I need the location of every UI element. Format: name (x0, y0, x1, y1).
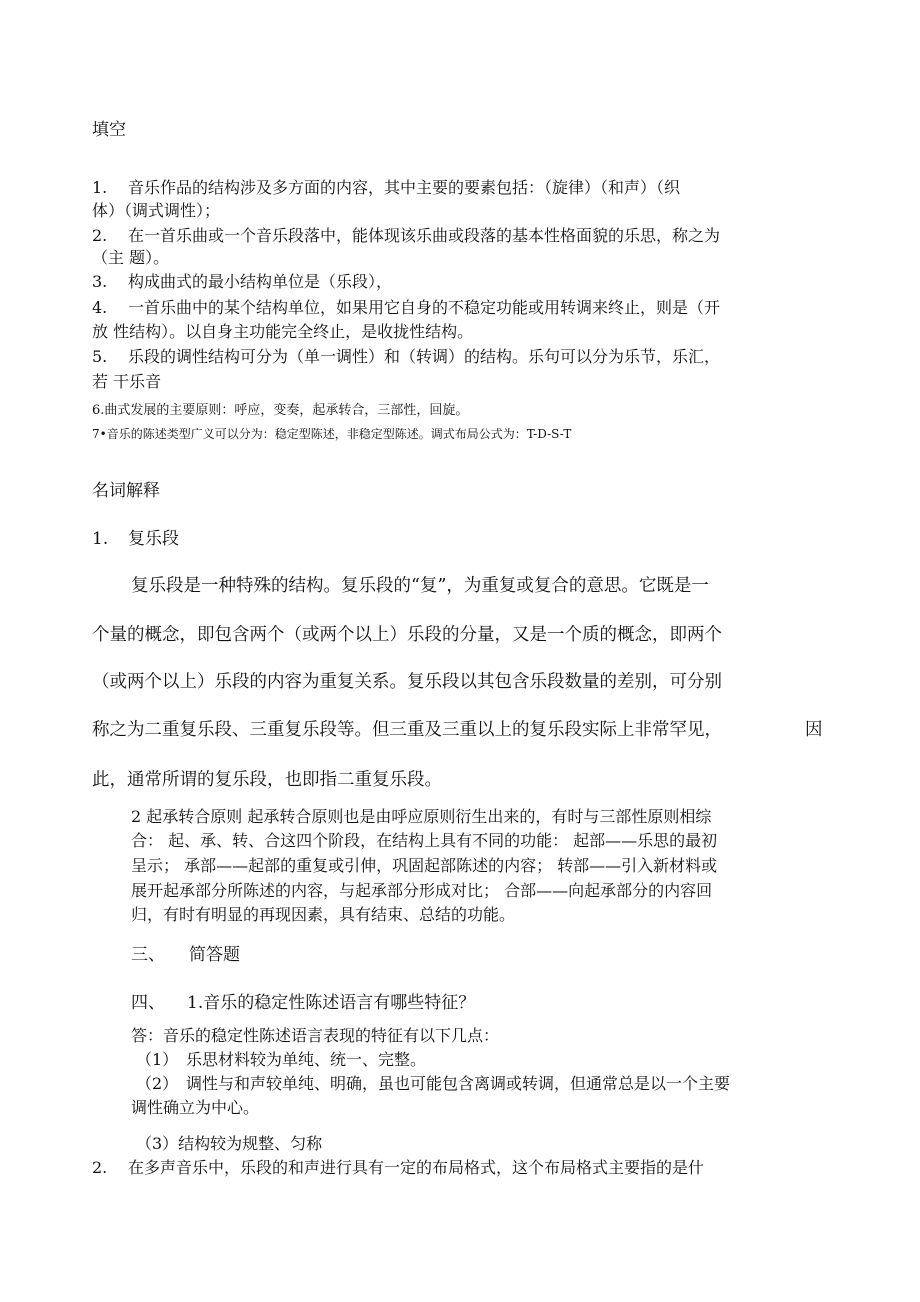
fill-item-3 (92, 270, 392, 293)
section-title-fill-blank: 填空 (92, 120, 126, 140)
section-title: 简答题 (189, 945, 240, 965)
item-text: 音乐作品的结构涉及多方面的内容，其中主要的要素包括：（旋律）（和声）（织 (128, 178, 681, 197)
point-number: （1） (136, 1050, 179, 1069)
term-2-line5: 归，有时有明显的再现因素，具有结束、总结的功能。 (131, 905, 516, 924)
section-title-term-definitions: 名词解释 (92, 481, 160, 501)
point-number: （2） (136, 1074, 179, 1093)
answer-point-2-line2: 调性确立为中心。 (131, 1098, 260, 1117)
item-text: 一首乐曲中的某个结构单位，如果用它自身的不稳定功能或用转调来终止，则是（开 (128, 298, 721, 317)
question-text: 1.音乐的稳定性陈述语言有哪些特征？ (187, 993, 476, 1013)
question-text: 在多声音乐中，乐段的和声进行具有一定的布局格式，这个布局格式主要指的是什 (128, 1158, 705, 1177)
section-number: 四、 (131, 993, 165, 1013)
term-1-para-line1: 复乐段是一种特殊的结构。复乐段的“复”，为重复或复合的意思。它既是一 (131, 576, 709, 596)
fill-item-6: 6.曲式发展的主要原则：呼应，变奏，起承转合，三部性，回旋。 (92, 403, 469, 418)
section-3-heading (131, 940, 240, 965)
term-number: 1. (92, 529, 109, 549)
fill-item-2-line2: （主 题）。 (92, 248, 170, 267)
fill-item-4-line2: 放 性结构）。以自身主功能完全终止，是收拢性结构。 (92, 322, 474, 341)
term-1-para-line2: 个量的概念，即包含两个（或两个以上）乐段的分量，又是一个质的概念，即两个 (92, 625, 722, 645)
section-4-heading (131, 988, 475, 1013)
fill-item-1-line1 (92, 176, 680, 199)
term-title: 复乐段 (128, 529, 179, 549)
section-number: 三、 (131, 945, 165, 965)
question-2 (92, 1156, 704, 1179)
item-number: 5. (92, 347, 108, 366)
term-2-line4: 展开起承部分所陈述的内容，与起承部分形成对比； 合部——向起承部分的内容回 (131, 881, 713, 900)
answer-point-2-line1 (136, 1072, 730, 1095)
answer-intro: 答：音乐的稳定性陈述语言表现的特征有以下几点： (131, 1026, 500, 1045)
fill-item-5-line1 (92, 345, 720, 368)
fill-item-1-line2: 体）（调式调性）； (92, 201, 221, 220)
term-1-para-line5: 此，通常所谓的复乐段，也即指二重复乐段。 (92, 770, 442, 790)
item-number: 4. (92, 298, 108, 317)
fill-item-2-line1 (92, 224, 720, 247)
fill-item-5-line2: 若 干乐音 (92, 372, 162, 391)
item-number: 2. (92, 226, 108, 245)
term-2-line3: 呈示； 承部——起部的重复或引伸，巩固起部陈述的内容； 转部——引入新材料或 (131, 856, 718, 875)
term-1-para-line4: 称之为二重复乐段、三重复乐段等。但三重及三重以上的复乐段实际上非常罕见， (92, 720, 722, 740)
term-1-para-line3: （或两个以上）乐段的内容为重复关系。复乐段以其包含乐段数量的差别，可分别 (92, 672, 722, 692)
fill-item-4-line1 (92, 296, 720, 319)
term-2-line1: 2 起承转合原则 起承转合原则也是由呼应原则衍生出来的，有时与三部性原则相综 (131, 807, 712, 826)
item-number: 1. (92, 178, 108, 197)
item-text: 在一首乐曲或一个音乐段落中，能体现该乐曲或段落的基本性格面貌的乐思，称之为 (128, 226, 721, 245)
question-number: 2. (92, 1158, 108, 1177)
item-text: 乐段的调性结构可分为（单一调性）和（转调）的结构。乐句可以分为乐节，乐汇， (128, 347, 721, 366)
answer-point-3: （3）结构较为规整、匀称 (136, 1134, 323, 1153)
item-text: 构成曲式的最小结构单位是（乐段）， (128, 272, 393, 291)
term-2-line2: 合： 起、承、转、合这四个阶段，在结构上具有不同的功能： 起部——乐思的最初 (131, 831, 718, 850)
fill-item-7: 7•音乐的陈述类型广义可以分为：稳定型陈述，非稳定型陈述。调式布局公式为：T-D-S-T (92, 427, 572, 441)
point-text: 调性与和声较单纯、明确，虽也可能包含离调或转调，但通常总是以一个主要 (186, 1074, 731, 1093)
answer-point-1 (136, 1048, 426, 1071)
term-1-heading (92, 524, 179, 549)
term-1-para-line4-tail: 因 (805, 720, 823, 740)
point-text: 乐思材料较为单纯、统一、完整。 (186, 1050, 427, 1069)
item-number: 3. (92, 272, 108, 291)
